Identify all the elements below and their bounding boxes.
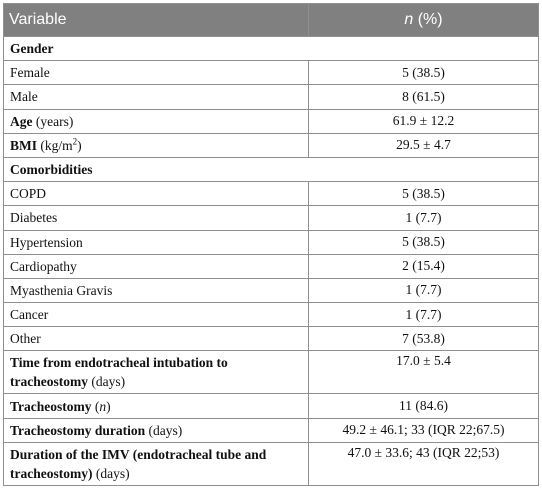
table-row xyxy=(4,206,539,230)
row-value: 5 (38.5) xyxy=(309,182,539,206)
row-label-bold: Duration of the IMV (endotracheal tube and tracheostomy) xyxy=(10,446,267,481)
table-row xyxy=(4,442,539,485)
row-label-unit: (days) xyxy=(92,465,130,481)
row-value: 8 (61.5) xyxy=(309,85,539,109)
row-label: Female xyxy=(4,61,309,85)
row-label xyxy=(4,133,309,157)
table-row xyxy=(4,85,539,109)
row-label-unit: (years) xyxy=(32,113,74,129)
row-value: 17.0 ± 5.4 xyxy=(309,351,539,394)
row-label: Diabetes xyxy=(4,206,309,230)
row-label xyxy=(4,418,309,442)
section-label: Comorbidities xyxy=(4,157,539,181)
table-row xyxy=(4,351,539,394)
row-value: 49.2 ± 46.1; 33 (IQR 22;67.5) xyxy=(309,418,539,442)
row-label-unit: (kg/m xyxy=(37,137,73,153)
table-row xyxy=(4,182,539,206)
row-value: 5 (38.5) xyxy=(309,61,539,85)
row-label xyxy=(4,109,309,133)
row-label-n: n xyxy=(99,398,107,414)
row-label-bold: Tracheostomy xyxy=(10,398,92,414)
row-value: 47.0 ± 33.6; 43 (IQR 22;53) xyxy=(309,442,539,485)
table-row xyxy=(4,394,539,418)
row-value: 29.5 ± 4.7 xyxy=(309,133,539,157)
table-row-section-comorbidities xyxy=(4,157,539,181)
table-row xyxy=(4,230,539,254)
row-label: Cancer xyxy=(4,303,309,327)
row-value: 2 (15.4) xyxy=(309,254,539,278)
table-row-section-gender xyxy=(4,37,539,61)
row-label-bold: BMI xyxy=(10,137,37,153)
row-label-unit: (days) xyxy=(87,374,126,390)
header-pct: (%) xyxy=(413,11,443,28)
patient-characteristics-table xyxy=(3,3,539,486)
row-label xyxy=(4,351,309,394)
row-value: 7 (53.8) xyxy=(309,327,539,351)
row-label xyxy=(4,442,309,485)
table-row xyxy=(4,327,539,351)
table-header-row xyxy=(4,4,539,37)
row-label-bold: Tracheostomy duration xyxy=(10,422,146,438)
row-value: 5 (38.5) xyxy=(309,230,539,254)
row-label-close: ) xyxy=(77,137,82,153)
row-label: Myasthenia Gravis xyxy=(4,278,309,302)
header-n-percent xyxy=(309,4,539,37)
row-label-bold: Age xyxy=(10,113,33,129)
table-row xyxy=(4,278,539,302)
row-label: Hypertension xyxy=(4,230,309,254)
header-n: n xyxy=(404,11,414,28)
table-row xyxy=(4,254,539,278)
table-row xyxy=(4,61,539,85)
table-row xyxy=(4,109,539,133)
table-row xyxy=(4,133,539,157)
row-label: Male xyxy=(4,85,309,109)
row-value: 61.9 ± 12.2 xyxy=(309,109,539,133)
row-label: Cardiopathy xyxy=(4,254,309,278)
row-label-bold: Time from endotracheal intubation to tracheostomy xyxy=(10,355,228,390)
section-label: Gender xyxy=(4,37,539,61)
row-label: COPD xyxy=(4,182,309,206)
row-label-unit: (days) xyxy=(145,422,183,438)
row-value: 1 (7.7) xyxy=(309,303,539,327)
header-variable: Variable xyxy=(4,4,309,37)
table-row xyxy=(4,418,539,442)
row-label xyxy=(4,394,309,418)
row-label-superscript: 2 xyxy=(72,136,78,147)
row-value: 11 (84.6) xyxy=(309,394,539,418)
row-value: 1 (7.7) xyxy=(309,206,539,230)
row-value: 1 (7.7) xyxy=(309,278,539,302)
table-row xyxy=(4,303,539,327)
row-label-open: ( xyxy=(91,398,100,414)
row-label-close: ) xyxy=(106,398,111,414)
table-wrapper xyxy=(3,3,538,486)
row-label: Other xyxy=(4,327,309,351)
